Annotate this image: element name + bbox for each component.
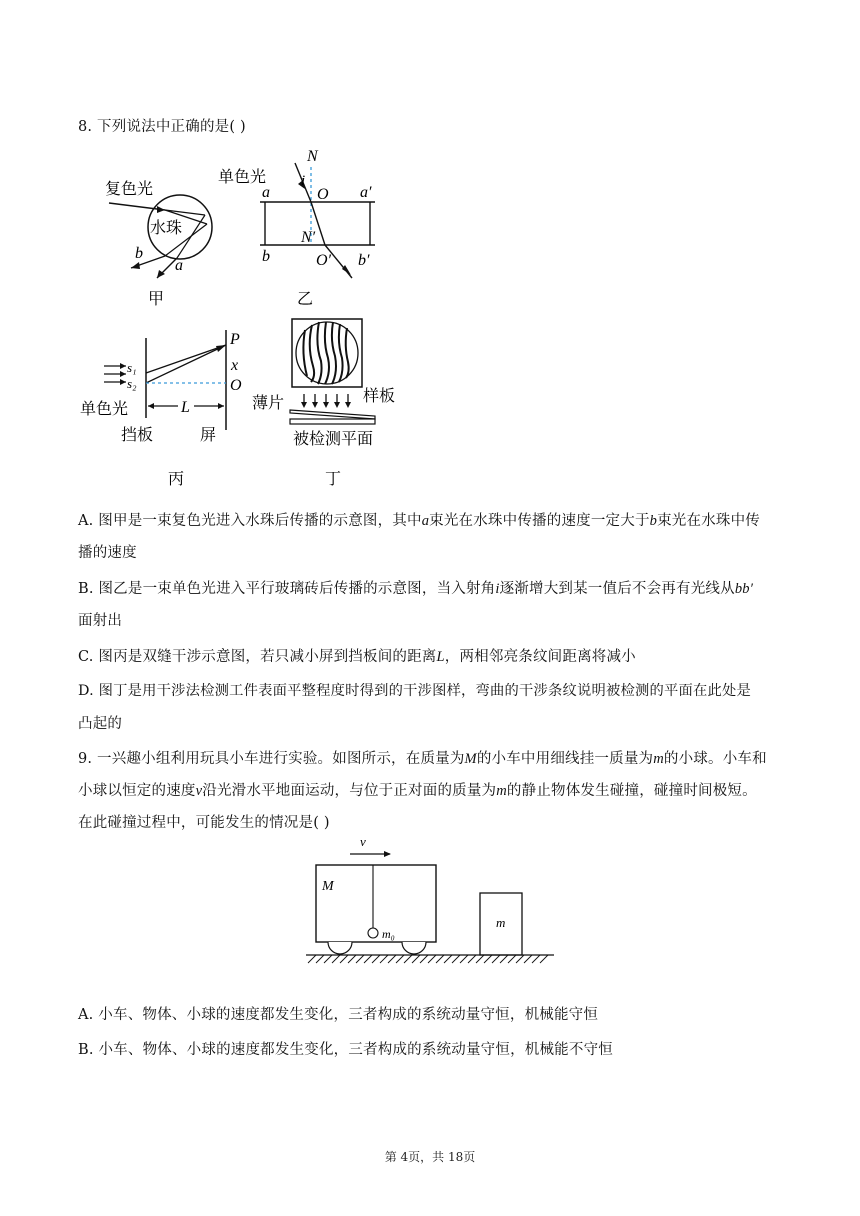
q8-stem: 8. 下列说法中正确的是( ) [78, 119, 246, 135]
label-mono-light-bing: 单色光 [80, 399, 129, 418]
label-water-drop: 水珠 [150, 218, 183, 237]
label-film: 薄片 [252, 393, 285, 412]
q9-option-b: B. 小车、物体、小球的速度都发生变化，三者构成的系统动量守恒，机械能不守恒 [78, 1042, 613, 1058]
page-footer: 第 4页，共 18页 [384, 1150, 476, 1164]
label-sample: 样板 [363, 386, 396, 405]
q8-option-a-cont: 播的速度 [78, 545, 137, 561]
caption-jia: 甲 [148, 289, 165, 308]
label-velocity: v [360, 834, 366, 849]
label-b-prime: b′ [358, 252, 370, 269]
label-O-prime: O′ [316, 252, 332, 269]
label-i: i [301, 173, 306, 189]
label-compound-light: 复色光 [105, 179, 154, 198]
label-b: b [262, 248, 270, 265]
ground-hatch [308, 955, 548, 963]
figure-yi-glass-block [215, 145, 390, 310]
label-screen: 屏 [200, 425, 217, 444]
label-L: L [181, 399, 190, 416]
figure-ding-interference [245, 316, 430, 493]
label-a-prime: a′ [360, 184, 372, 201]
q9-stem-line2: 小球以恒定的速度v沿光滑水平地面运动，与位于正对面的质量为m的静止物体发生碰撞，碰撞时间极短。 [78, 783, 757, 799]
label-a: a [262, 184, 270, 201]
caption-bing: 丙 [168, 469, 185, 488]
figure-cart-collision [300, 832, 560, 972]
label-baffle: 挡板 [121, 425, 154, 444]
label-P: P [230, 331, 240, 348]
label-N-prime: N′ [301, 229, 316, 246]
label-O-screen: O [230, 377, 242, 394]
label-ray-a: a [175, 257, 183, 274]
label-ball-mass: m₀ [382, 927, 395, 941]
q8-option-d: D. 图丁是用干涉法检测工件表面平整程度时得到的干涉图样，弯曲的干涉条纹说明被检测的平面在此处是 [78, 683, 751, 699]
label-x: x [231, 357, 239, 374]
label-ray-b: b [135, 245, 143, 262]
label-tested-plane: 被检测平面 [293, 429, 374, 448]
q8-option-b: B. 图乙是一束单色光进入平行玻璃砖后传播的示意图，当入射角i逐渐增大到某一值后不会再有光线从bb′ [78, 581, 754, 597]
label-s2: s₂ [127, 376, 137, 391]
label-O: O [317, 186, 329, 203]
label-block-mass: m [496, 915, 506, 930]
q8-option-c: C. 图丙是双缝干涉示意图，若只减小屏到挡板间的距离L，两相邻亮条纹间距离将减小 [78, 649, 636, 665]
q9-option-a: A. 小车、物体、小球的速度都发生变化，三者构成的系统动量守恒，机械能守恒 [78, 1007, 599, 1023]
label-cart-mass: M [322, 879, 334, 894]
q9-stem-line3: 在此碰撞过程中，可能发生的情况是( ) [78, 815, 330, 831]
q9-stem-line1: 9. 一兴趣小组利用玩具小车进行实验。如图所示，在质量为M的小车中用细线挂一质量为m的小球。小车和 [78, 751, 767, 767]
q8-option-b-cont: 面射出 [78, 613, 123, 629]
q8-option-a: A. 图甲是一束复色光进入水珠后传播的示意图，其中a束光在水珠中传播的速度一定大于b束光在水珠中传 [78, 513, 761, 529]
label-s1: s₁ [127, 360, 137, 375]
q8-option-d-cont: 凸起的 [78, 716, 123, 732]
caption-ding: 丁 [325, 469, 342, 488]
caption-yi: 乙 [297, 289, 314, 308]
figure-bing-double-slit [78, 328, 258, 493]
figure-jia-water-drop [95, 170, 235, 310]
label-N: N [307, 148, 318, 165]
label-mono-light: 单色光 [218, 167, 267, 186]
